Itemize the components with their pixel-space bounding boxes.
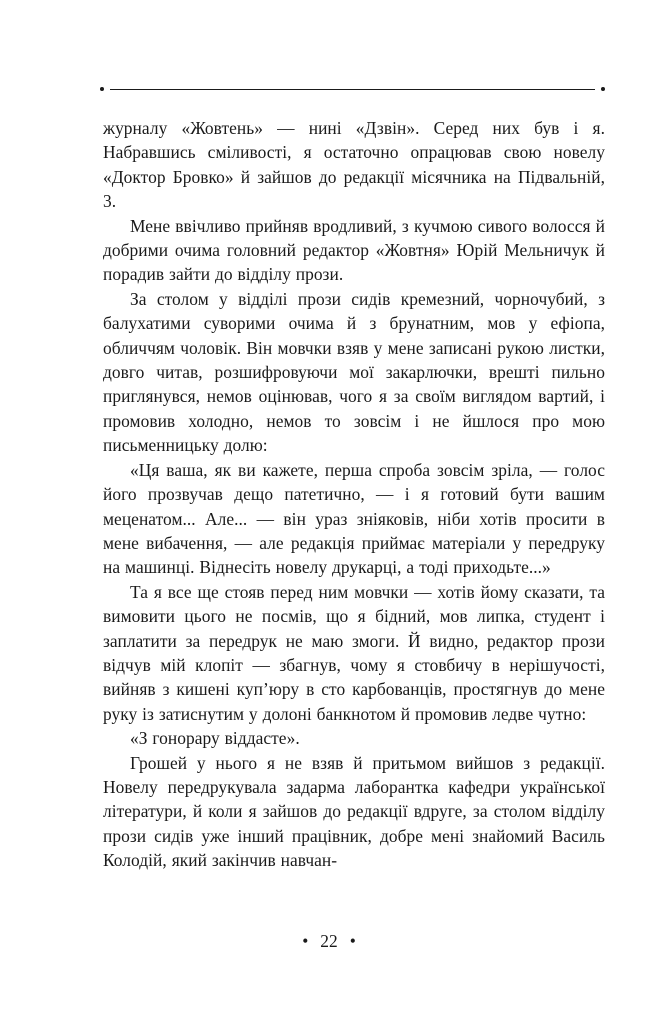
page-number-bullet-right: • <box>349 931 356 951</box>
paragraph-1: журналу «Жовтень» — нині «Дзвін». Серед них був і я. Набравшись сміливості, я остаточно опрацював свою новелу «Доктор Бровко» й зайшов до редакції місячника на Підвальній, 3. <box>103 118 605 212</box>
paragraph-2: Мене ввічливо прийняв вродливий, з кучмою сивого волосся й добрими очима головний редактор «Жовтня» Юрій Мельничук й порадив зайти до відділу прози. <box>103 215 605 285</box>
paragraph-4: «Ця ваша, як ви кажете, перша спроба зовсім зріла, — голос його прозвучав дещо патетично, — і я готовий бути вашим меценатом... Але... — він ураз зніяковів, ніби хотів просити в мене вибачення, — але редакція приймає матеріали у передруку на машинці. Віднесіть новелу друкарці, а тоді приходьте...» <box>103 459 605 578</box>
paragraph-3: За столом у відділі прози сидів кремезний, чорночубий, з балухатими суворими очима й з брунатним, мов у ефіопа, обличчям чоловік. Він мовчки взяв у мене записані рукою листки, довго читав, розшифровуючи мої закарлючки, врешті пильно приглянувся, немов оцінював, чого я за своїм виглядом вартий, і промовив холодно, немов то зовсім і не йшлося про мою письменницьку долю: <box>103 288 605 456</box>
header-rule <box>100 86 605 92</box>
page-number: 22 <box>320 931 338 951</box>
paragraph-5: Та я все ще стояв перед ним мовчки — хотів йому сказати, та вимовити цього не посмів, що я бідний, мов липка, студент і заплатити за передрук не маю змоги. Й видно, редактор прози відчув мій клопіт — збагнув, чому я стовбичу в нерішучості, вийняв з кишені куп’юру в сто карбованців, простягнув до мене руку із затиснутим у долоні банкнотом й промовив ледве чутно: <box>103 581 605 724</box>
page-number-bullet-left: • <box>302 931 309 951</box>
paragraph-7: Грошей у нього я не взяв й притьмом вийшов з редакції. Новелу передрукувала задарма лаборантка кафедри української літератури, й коли я зайшов до редакції вдруге, за столом відділу прози сидів уже інший працівник, добре мені знайомий Василь Колодій, який закінчив навчан- <box>103 752 605 871</box>
page-text <box>103 116 605 873</box>
paragraph-6: «З гонорару віддасте». <box>130 728 300 749</box>
header-rule-dot-left <box>100 87 104 91</box>
page-number-footer <box>0 929 658 953</box>
header-rule-line <box>110 89 595 90</box>
header-rule-dot-right <box>601 87 605 91</box>
